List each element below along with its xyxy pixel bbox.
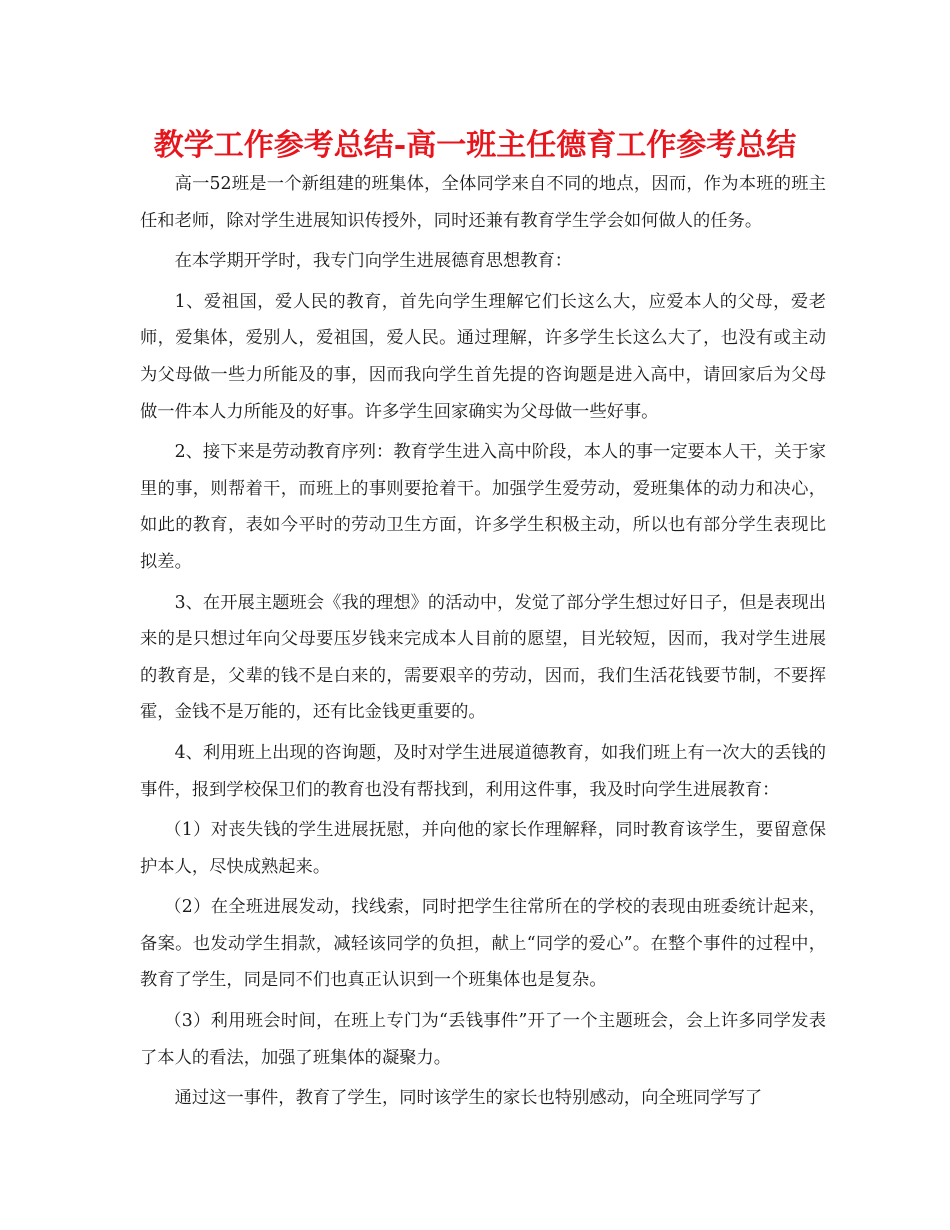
paragraph-opening: 在本学期开学时，我专门向学生进展德育思想教育： (174, 251, 573, 272)
paragraph-subitem-3: （3）利用班会时间，在班上专门为“丢钱事件”开了一个主题班会，会上许多同学发表了本人的看法，加强了班集体的凝聚力。 (140, 1011, 826, 1068)
document-body (140, 166, 826, 1121)
paragraph-subitem-1: （1）对丧失钱的学生进展抚慰，并向他的家长作理解释，同时教育该学生，要留意保护本人，尽快成熟起来。 (140, 820, 826, 877)
paragraph-item-2: 2、接下来是劳动教育序列：教育学生进入高中阶段，本人的事一定要本人干，关于家里的事，则帮着干，而班上的事则要抢着干。加强学生爱劳动，爱班集体的动力和决心，如此的教育，表如今平时的劳动卫生方面，许多学生积极主动，所以也有部分学生表现比拟差。 (140, 442, 826, 572)
document-title: 教学工作参考总结-高一班主任德育工作参考总结 (153, 128, 797, 163)
paragraph-subitem-2: （2）在全班进展发动，找线索，同时把学生往常所在的学校的表现由班委统计起来，备案。也发动学生捐款，减轻该同学的负担，献上“同学的爱心”。在整个事件的过程中，教育了学生，同是同不们也真正认识到一个班集体也是复杂。 (140, 897, 826, 991)
paragraph-item-3: 3、在开展主题班会《我的理想》的活动中，发觉了部分学生想过好日子，但是表现出来的是只想过年向父母要压岁钱来完成本人目前的愿望，目光较短，因而，我对学生进展的教育是，父辈的钱不是白来的，需要艰辛的劳动，因而，我们生活花钱要节制，不要挥霍，金钱不是万能的，还有比金钱更重要的。 (140, 592, 826, 723)
paragraph-conclusion: 通过这一事件，教育了学生，同时该学生的家长也特别感动，向全班同学写了 (174, 1088, 763, 1109)
paragraph-item-1: 1、爱祖国，爱人民的教育，首先向学生理解它们长这么大，应爱本人的父母，爱老师，爱集体，爱别人，爱祖国，爱人民。通过理解，许多学生长这么大了，也没有或主动为父母做一些力所能及的事，因而我向学生首先提的咨询题是进入高中，请回家后为父母做一件本人力所能及的好事。许多学生回家确实为父母做一些好事。 (140, 291, 826, 422)
paragraph-intro: 高一52班是一个新组建的班集体，全体同学来自不同的地点，因而，作为本班的班主任和老师，除对学生进展知识传授外，同时还兼有教育学生学会如何做人的任务。 (140, 174, 826, 231)
paragraph-item-4: 4、利用班上出现的咨询题，及时对学生进展道德教育，如我们班上有一次大的丢钱的事件，报到学校保卫们的教育也没有帮找到，利用这件事，我及时向学生进展教育： (140, 742, 826, 800)
